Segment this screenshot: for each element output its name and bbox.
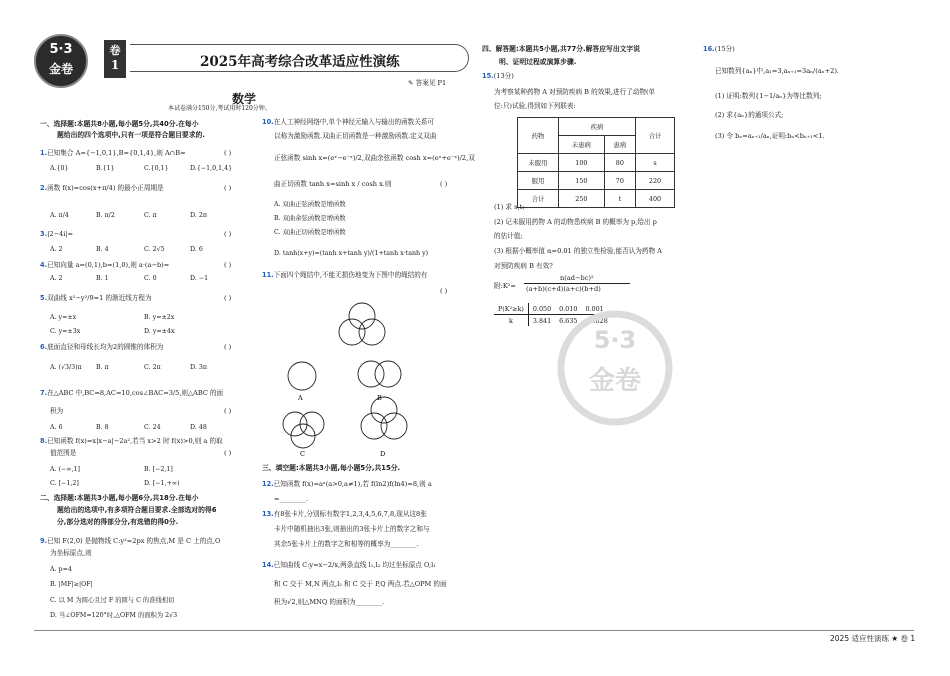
question-16-intro: 已知数列{aₙ}中,a₁=3,aₙ₊₁=3aₙ/(aₙ+2). — [715, 67, 840, 75]
option: D. y=±4x — [144, 328, 175, 335]
option: A. 6 — [50, 424, 63, 431]
section4-heading-line2: 明、证明过程或演算步骤. — [499, 58, 577, 66]
table-row: 未服用 100 80 s — [518, 154, 675, 172]
formula-bar — [524, 283, 630, 284]
question-15-part: (2) 记未服用药物 A 的动物患疾病 B 的概率为 p,给出 p — [494, 218, 657, 226]
volume-label: 卷 — [109, 44, 121, 57]
question-11: 11.下面四个绳结中,不能无损伤地变为下图中的绳结的有 — [262, 271, 428, 279]
section2-heading-line2: 题给出的选项中,有多项符合题目要求.全部选对的得6 — [57, 506, 217, 514]
section3-heading: 三、填空题:本题共3小题,每小题5分,共15分. — [262, 464, 401, 472]
question-3: 3.|2−4i|= — [40, 230, 74, 238]
question-10: 10.在人工神经网络中,单个神经元输入与输出的函数关系可 — [262, 118, 435, 126]
option: D.{−1,0,1,4} — [190, 165, 233, 172]
question-13-line: 卡片中随机抽出3张,则抽出的3张卡片上的数字之和与 — [274, 525, 430, 533]
question-16-part: (2) 求{aₙ}的通项公式; — [715, 111, 784, 119]
section2-heading-line1: 二、选择题:本题共3小题,每小题6分,共18分.在每小 — [40, 494, 199, 502]
table-row: 服用 150 70 220 — [518, 172, 675, 190]
question-16-part: (3) 令 bₙ=aₙ₊₁/aₙ,证明:bₙ<bₙ₊₁<1. — [715, 132, 825, 140]
table-row: 合计 250 t 400 — [518, 190, 675, 208]
option: D. 当∠OFM=120°时,△OFM 的面积为 2√3 — [50, 612, 178, 619]
formula-numerator: n(ad−bc)² — [560, 274, 594, 282]
question-12: 12.已知函数 f(x)=aˣ(a>0,a≠1),若 f(ln2)f(ln4)=8,则 a — [262, 480, 432, 488]
knot-c — [283, 412, 324, 448]
option: B. 双曲余弦函数是增函数 — [274, 215, 346, 222]
watermark-bottom: 金卷 — [588, 366, 641, 396]
question-8-cont: 值范围是 — [50, 449, 77, 457]
question-14: 14.已知曲线 C:y=x−2/x,两条直线 l₁,l₂ 均过坐标原点 O,l₁ — [262, 561, 436, 569]
question-8: 8.已知函数 f(x)=x|x−a|−2a²,若当 x>2 时 f(x)>0,则 a 的取 — [40, 437, 223, 445]
answer-reference: ✎ 答案见 P1 — [408, 79, 447, 87]
option: B. π — [96, 364, 109, 371]
option: B. 8 — [96, 424, 109, 431]
option: B. [−2,1] — [144, 466, 173, 473]
question-14-line: 积为√2,则△MNQ 的面积为________. — [274, 598, 385, 606]
volume-tab — [104, 40, 126, 78]
knot-label: D — [380, 450, 386, 458]
option: B. |MF|≥|OF| — [50, 581, 93, 588]
question-6: 6.底面直径和母线长均为2的圆锥的体积为 — [40, 343, 164, 351]
question-7: 7.在△ABC 中,BC=8,AC=10,cos∠BAC=3/5,则△ABC 的面 — [40, 389, 224, 397]
volume-number: 1 — [110, 58, 120, 72]
question-9-cont: 为坐标原点,则 — [50, 549, 92, 557]
option: A. π/4 — [50, 212, 69, 219]
table-header: 疾病 — [559, 118, 636, 136]
option: A.{0} — [50, 165, 69, 172]
question-5: 5.双曲线 x²−y²/9=1 的渐近线方程为 — [40, 294, 152, 302]
question-16-part: (1) 证明:数列{1−1/aₙ}为等比数列; — [715, 92, 822, 100]
question-13-line: 其余5张卡片上的数字之和相等的概率为________. — [274, 540, 419, 548]
option: D. 3π — [190, 364, 207, 371]
answer-paren: ( ) — [224, 184, 232, 192]
pen-icon: ✎ — [408, 79, 414, 87]
answer-paren: ( ) — [224, 149, 232, 157]
option: A. 双曲正弦函数是增函数 — [274, 201, 346, 208]
formula-denominator: (a+b)(c+d)(a+c)(b+d) — [526, 285, 601, 293]
option: C.{0,1} — [144, 165, 169, 172]
option: C. y=±3x — [50, 328, 81, 335]
option: A. 2 — [50, 246, 63, 253]
exam-info: 本试卷满分150分,考试用时120分钟。 — [168, 105, 271, 112]
logo-top-text: 5·3 — [49, 42, 73, 57]
option: D. [−1,+∞) — [144, 480, 180, 487]
formula-label: 附:K²= — [494, 282, 516, 290]
question-10-line: 正弦函数 sinh x=(eˣ−e⁻ˣ)/2,双曲余弦函数 cosh x=(eˣ+e⁻ˣ)/2,双 — [274, 154, 475, 162]
watermark-top: 5·3 — [593, 326, 637, 354]
option: A. p=4 — [50, 566, 72, 573]
answer-paren: ( ) — [224, 261, 232, 269]
subject-title: 数学 — [232, 92, 257, 106]
option: A. 2 — [50, 275, 63, 282]
knot-reference — [339, 303, 385, 345]
option: B. y=±2x — [144, 314, 175, 321]
logo-bottom-text: 金卷 — [48, 62, 73, 76]
option: D. 2π — [190, 212, 207, 219]
table-row: k 3.841 6.635 10.828 — [494, 315, 612, 327]
option: D. 48 — [190, 424, 207, 431]
footer-rule — [34, 630, 914, 631]
page-title: 2025年高考综合改革适应性演练 — [200, 54, 400, 70]
question-12-cont: =________. — [274, 495, 308, 503]
question-7-cont: 积为 — [50, 407, 64, 415]
question-10-line: 曲正切函数 tanh x=sinh x / cosh x.则 — [274, 180, 392, 188]
knot-b — [358, 361, 401, 387]
question-2: 2.函数 f(x)=cos(x+π/4) 的最小正周期是 — [40, 184, 164, 192]
question-15-intro: 为考察某种药物 A 对预防疾病 B 的效果,进行了动物(单 — [494, 88, 656, 96]
section4-heading-line1: 四、解答题:本题共5小题,共77分.解答应写出文字说 — [482, 45, 641, 53]
option: A. y=±x — [50, 314, 77, 321]
question-15-part: 对预防疾病 B 有效? — [494, 262, 553, 270]
knot-a — [288, 362, 316, 390]
knot-label: B — [377, 394, 382, 402]
knot-diagrams — [270, 296, 470, 464]
page-footer: 2025 适应性演练 ★ 卷 1 — [830, 634, 916, 643]
option: C. 以 M 为圆心且过 F 的圆与 C 的准线相切 — [50, 597, 175, 604]
table-header: 合计 — [636, 118, 675, 154]
option: C. π — [144, 212, 157, 219]
option: D. 6 — [190, 246, 203, 253]
question-4: 4.已知向量 a=(0,1),b=(1,0),则 a·(a−b)= — [40, 261, 170, 269]
option: A. (√3/3)π — [50, 364, 82, 371]
answer-paren: ( ) — [224, 294, 232, 302]
option: C. [−1,2] — [50, 480, 79, 487]
question-15-part: (1) 求 s,t; — [494, 203, 525, 211]
question-9: 9.已知 F(2,0) 是抛物线 C:y²=2px 的焦点,M 是 C 上的点,O — [40, 537, 221, 545]
section1-heading-line1: 一、选择题:本题共8小题,每小题5分,共40分.在每小 — [40, 120, 199, 128]
question-10-line: 以称为激励函数.双曲正切函数是一种激励函数.定义双曲 — [274, 132, 437, 140]
answer-paren: ( ) — [440, 180, 448, 188]
answer-paren: ( ) — [224, 230, 232, 238]
option: C. 0 — [144, 275, 157, 282]
option: B. π/2 — [96, 212, 115, 219]
question-13: 13.有8张卡片,分别标有数字1,2,3,4,5,6,7,8,现从这8张 — [262, 510, 427, 518]
question-15: 15.(13分) — [482, 72, 514, 80]
question-14-line: 和 C 交于 M,N 两点,l₂ 和 C 交于 P,Q 两点.若△OPM 的面 — [274, 580, 447, 588]
knot-label: A — [298, 394, 303, 402]
answer-paren: ( ) — [224, 449, 232, 457]
table-header: 药物 — [518, 118, 559, 154]
option: C. 2π — [144, 364, 161, 371]
option: D. tanh(x+y)=(tanh x+tanh y)/(1+tanh x·tanh y) — [274, 250, 429, 257]
option: B. 1 — [96, 275, 109, 282]
question-15-intro: 位:只)试验,得到如下列联表: — [494, 102, 576, 110]
option: C. 双曲正切函数是增函数 — [274, 229, 346, 236]
question-15-part: 的估计值; — [494, 232, 523, 240]
question-15-part: (3) 根据小概率值 α=0.01 的独立性检验,能否认为药物 A — [494, 247, 662, 255]
option: B. 4 — [96, 246, 109, 253]
knot-label: C — [300, 450, 305, 458]
option: C. 24 — [144, 424, 161, 431]
answer-paren: ( ) — [224, 343, 232, 351]
question-16: 16.(15分) — [703, 45, 735, 53]
option: B.{1} — [96, 165, 115, 172]
answer-paren: ( ) — [440, 287, 448, 295]
contingency-table — [517, 117, 675, 208]
section2-heading-line3: 分,部分选对的得部分分,有选错的得0分. — [57, 518, 179, 526]
option: A. (−∞,1] — [50, 466, 80, 473]
knot-d — [361, 397, 407, 439]
table-header: 未患病 — [559, 136, 605, 154]
option: D. −1 — [190, 275, 209, 282]
table-row: P(K²≥k) 0.050 0.010 0.001 — [494, 303, 612, 315]
question-1: 1.已知集合 A={−1,0,1},B={0,1,4},则 A∩B= — [40, 149, 186, 157]
option: C. 2√5 — [144, 246, 165, 253]
answer-paren: ( ) — [224, 407, 232, 415]
section1-heading-line2: 题给出的四个选项中,只有一项是符合题目要求的. — [57, 131, 205, 139]
table-header: 患病 — [604, 136, 635, 154]
logo-badge — [34, 34, 88, 88]
